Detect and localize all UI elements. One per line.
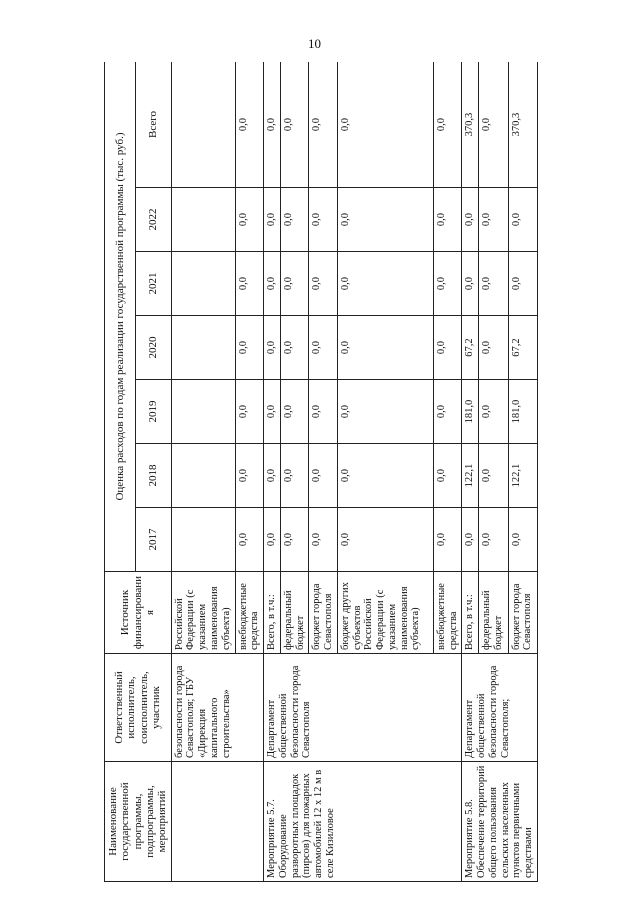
value-cell: 0,0 — [264, 508, 281, 572]
value-cell: 0,0 — [508, 188, 537, 252]
value-cell: 0,0 — [479, 252, 508, 316]
source-cell: внебюджетные средства — [433, 572, 462, 654]
value-cell: 0,0 — [462, 188, 479, 252]
value-cell: 0,0 — [309, 316, 338, 380]
value-cell: 0,0 — [235, 380, 264, 444]
measure-5-8-name: Мероприятие 5.8. Обеспечение территорий общего пользования сельских населенных пунктов первичными средствами — [462, 762, 538, 882]
value-cell: 0,0 — [309, 62, 338, 188]
value-cell: 0,0 — [479, 380, 508, 444]
value-cell: 0,0 — [433, 252, 462, 316]
header-year: 2019 — [136, 380, 171, 444]
value-cell: 0,0 — [337, 62, 433, 188]
value-cell: 0,0 — [433, 508, 462, 572]
value-cell: 0,0 — [280, 188, 309, 252]
value-cell: 122,1 — [462, 444, 479, 508]
header-estimate: Оценка расходов по годам реализации государственной программы (тыс. руб.) — [105, 62, 136, 572]
value-cell: 0,0 — [433, 188, 462, 252]
value-cell: 0,0 — [337, 444, 433, 508]
landscape-table-wrapper — [104, 62, 624, 882]
value-cell: 0,0 — [280, 316, 309, 380]
measure-5-8-responsible: Департамент общественной безопасности города Севастополя; — [462, 654, 538, 762]
value-cell — [171, 444, 235, 508]
value-cell: 0,0 — [479, 444, 508, 508]
value-cell: 0,0 — [264, 380, 281, 444]
value-cell: 0,0 — [508, 508, 537, 572]
value-cell: 0,0 — [479, 188, 508, 252]
table-row — [462, 62, 479, 882]
value-cell: 0,0 — [337, 508, 433, 572]
source-cell: Всего, в т.ч.: — [264, 572, 281, 654]
source-cell: федеральный бюджет — [280, 572, 309, 654]
value-cell: 0,0 — [235, 62, 264, 188]
value-cell — [171, 508, 235, 572]
value-cell — [171, 380, 235, 444]
value-cell — [171, 188, 235, 252]
value-cell: 0,0 — [462, 508, 479, 572]
value-cell — [171, 62, 235, 188]
value-cell: 0,0 — [280, 508, 309, 572]
value-cell: 0,0 — [433, 316, 462, 380]
source-cell: бюджет других субъектов Российской Федерации (с указанием наименования субъекта) — [337, 572, 433, 654]
value-cell: 0,0 — [479, 62, 508, 188]
value-cell: 0,0 — [433, 380, 462, 444]
value-cell: 122,1 — [508, 444, 537, 508]
value-cell: 0,0 — [309, 252, 338, 316]
value-cell: 0,0 — [280, 252, 309, 316]
table-row — [264, 62, 281, 882]
value-cell: 0,0 — [337, 316, 433, 380]
header-year: 2020 — [136, 316, 171, 380]
header-source: Источник финансирования — [105, 572, 172, 654]
cont-responsible: безопасности города Севастополя; ГБУ «Дирекция капитального строительства» — [171, 654, 264, 762]
value-cell: 0,0 — [462, 252, 479, 316]
source-cell: бюджет города Севастополя — [508, 572, 537, 654]
value-cell: 0,0 — [479, 508, 508, 572]
value-cell: 0,0 — [264, 316, 281, 380]
header-total: Всего — [136, 62, 171, 188]
value-cell: 0,0 — [479, 316, 508, 380]
value-cell: 370,3 — [462, 62, 479, 188]
value-cell: 0,0 — [309, 508, 338, 572]
measure-5-7-name: Мероприятие 5.7. Оборудование разворотных площадок (пирсов) для пожарных автомобилей 12 х 12 м в селе Кизиловое — [264, 762, 462, 882]
header-year: 2022 — [136, 188, 171, 252]
value-cell: 0,0 — [264, 188, 281, 252]
value-cell: 0,0 — [433, 444, 462, 508]
value-cell: 0,0 — [508, 252, 537, 316]
cont-name-cell — [171, 762, 264, 882]
header-row-1 — [105, 62, 136, 882]
value-cell: 0,0 — [264, 62, 281, 188]
value-cell: 0,0 — [235, 444, 264, 508]
value-cell: 0,0 — [235, 508, 264, 572]
value-cell — [171, 316, 235, 380]
value-cell: 0,0 — [309, 380, 338, 444]
value-cell: 0,0 — [235, 188, 264, 252]
source-cell: внебюджетные средства — [235, 572, 264, 654]
value-cell: 0,0 — [309, 444, 338, 508]
expenditure-table — [104, 62, 538, 882]
value-cell: 0,0 — [337, 380, 433, 444]
table-row — [171, 62, 235, 882]
source-cell: бюджет города Севастополя — [309, 572, 338, 654]
value-cell: 0,0 — [235, 252, 264, 316]
value-cell: 181,0 — [462, 380, 479, 444]
header-responsible: Ответственный исполнитель, соисполнитель, участник — [105, 654, 172, 762]
value-cell: 0,0 — [309, 188, 338, 252]
value-cell: 0,0 — [280, 444, 309, 508]
header-year: 2017 — [136, 508, 171, 572]
source-cell: Российской Федерации (с указанием наименования субъекта) — [171, 572, 235, 654]
page-number: 10 — [308, 36, 321, 51]
value-cell — [171, 252, 235, 316]
value-cell: 67,2 — [462, 316, 479, 380]
source-cell: Всего, в т.ч.: — [462, 572, 479, 654]
value-cell: 0,0 — [337, 252, 433, 316]
measure-5-7-responsible: Департамент общественной безопасности города Севастополя — [264, 654, 462, 762]
header-year: 2021 — [136, 252, 171, 316]
value-cell: 370,3 — [508, 62, 537, 188]
value-cell: 181,0 — [508, 380, 537, 444]
value-cell: 0,0 — [280, 62, 309, 188]
value-cell: 0,0 — [337, 188, 433, 252]
value-cell: 0,0 — [264, 252, 281, 316]
value-cell: 67,2 — [508, 316, 537, 380]
value-cell: 0,0 — [280, 380, 309, 444]
value-cell: 0,0 — [235, 316, 264, 380]
header-name: Наименование государственной программы, подпрограммы, мероприятий — [105, 762, 172, 882]
header-year: 2018 — [136, 444, 171, 508]
rotated-table-area — [104, 62, 624, 882]
source-cell: федеральный бюджет — [479, 572, 508, 654]
value-cell: 0,0 — [264, 444, 281, 508]
value-cell: 0,0 — [433, 62, 462, 188]
